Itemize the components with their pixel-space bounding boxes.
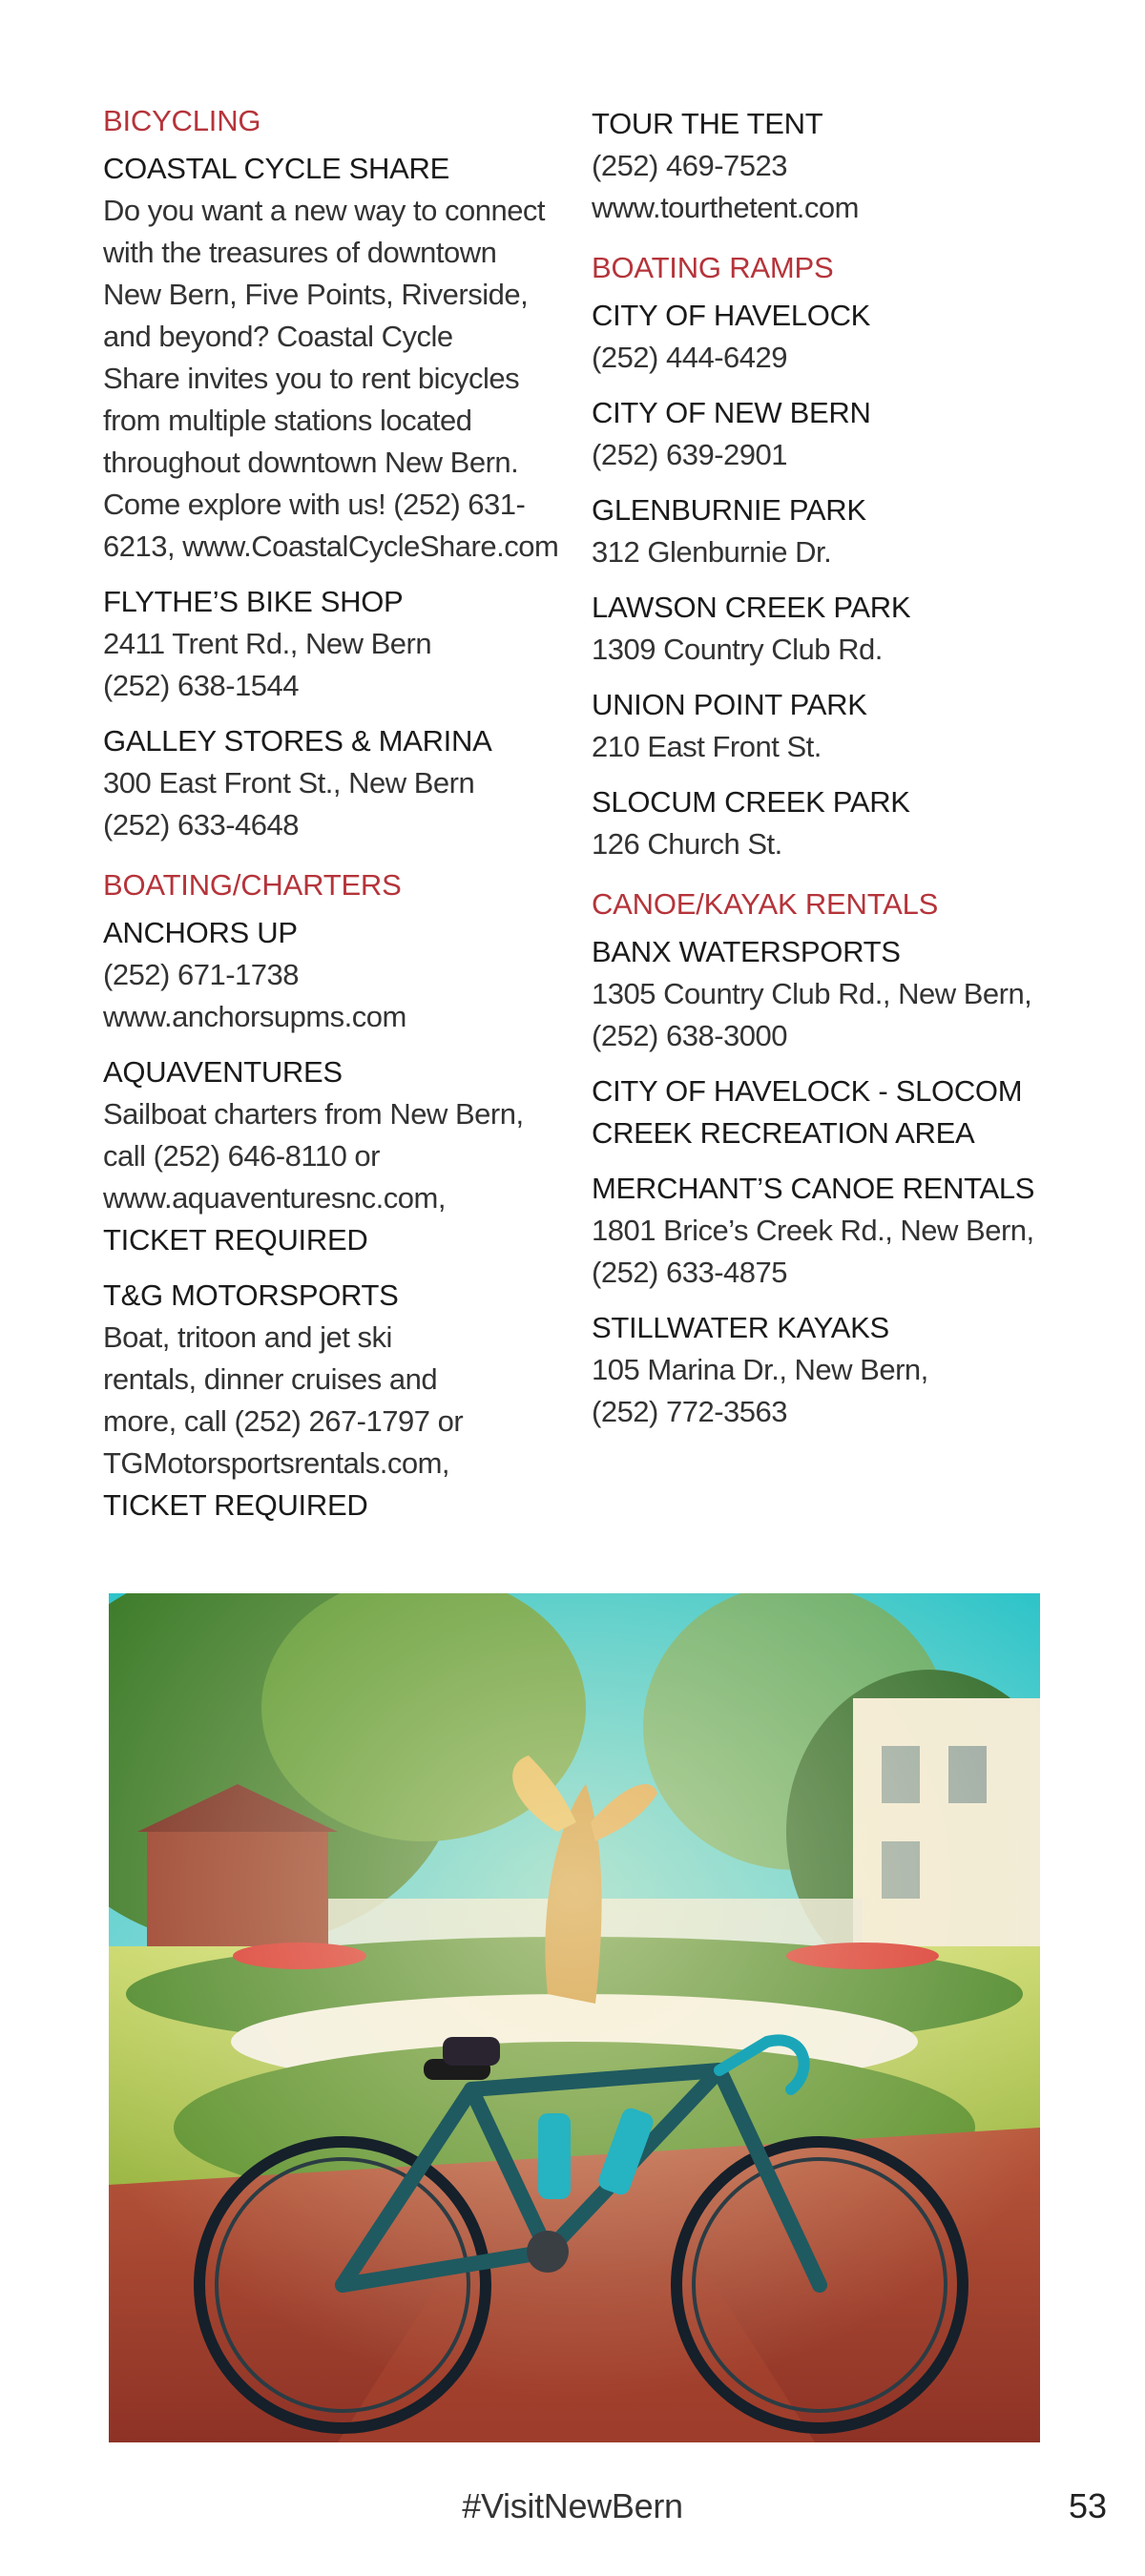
- listing-line: throughout downtown New Bern.: [103, 446, 519, 480]
- listing-line: Boat, tritoon and jet ski: [103, 1320, 392, 1355]
- listing-address: 210 East Front St.: [592, 730, 822, 764]
- listing-name: BANX WATERSPORTS: [592, 935, 901, 969]
- listing-line: Come explore with us! (252) 631-: [103, 488, 526, 522]
- listing-havelock-slocom: [592, 1070, 1088, 1154]
- listing-name: CITY OF HAVELOCK - SLOCOM: [592, 1074, 1023, 1109]
- listing-address: 1309 Country Club Rd.: [592, 633, 883, 667]
- listing-phone: (252) 772-3563: [592, 1395, 787, 1429]
- section-heading-charters: BOATING/CHARTERS: [103, 868, 402, 903]
- listing-name: TOUR THE TENT: [592, 107, 823, 140]
- listing-line: and beyond? Coastal Cycle: [103, 320, 453, 354]
- listing-line: 6213, www.CoastalCycleShare.com: [103, 530, 559, 564]
- listing-name: GALLEY STORES & MARINA: [103, 724, 492, 758]
- listing-phone: (252) 638-1544: [103, 669, 299, 703]
- section-heading-bicycling: BICYCLING: [103, 104, 261, 137]
- listing-line: www.aquaventuresnc.com,: [103, 1181, 446, 1215]
- listing-line: Sailboat charters from New Bern,: [103, 1097, 524, 1132]
- listing-phone: (252) 638-3000: [592, 1019, 787, 1053]
- listing-name: ANCHORS UP: [103, 916, 298, 950]
- section-heading-boating-ramps: BOATING RAMPS: [592, 251, 834, 284]
- listing-stillwater-kayaks: [592, 1307, 1088, 1433]
- listing-name: GLENBURNIE PARK: [592, 493, 866, 528]
- listing-slocum-creek-park: [592, 781, 1088, 865]
- listing-phone: (252) 639-2901: [592, 438, 787, 472]
- listing-line: New Bern, Five Points, Riverside,: [103, 278, 529, 312]
- listing-phone: (252) 633-4648: [103, 808, 299, 842]
- listing-address: 105 Marina Dr., New Bern,: [592, 1353, 928, 1387]
- listing-galley-stores: [103, 720, 561, 846]
- listing-address: 2411 Trent Rd., New Bern: [103, 627, 432, 661]
- listing-coastal-cycle-share: [103, 148, 561, 568]
- listing-name-continued: CREEK RECREATION AREA: [592, 1116, 975, 1151]
- ticket-required-note: TICKET REQUIRED: [103, 1223, 368, 1257]
- listing-name: SLOCUM CREEK PARK: [592, 785, 910, 820]
- listing-aquaventures: [103, 1051, 561, 1261]
- listing-name: T&G MOTORSPORTS: [103, 1278, 399, 1313]
- section-heading-canoe-kayak: CANOE/KAYAK RENTALS: [592, 887, 939, 922]
- listing-anchors-up: [103, 912, 561, 1038]
- listing-name: STILLWATER KAYAKS: [592, 1311, 889, 1345]
- page-number: 53: [1068, 2486, 1107, 2525]
- listing-city-of-havelock: [592, 295, 1088, 379]
- listing-address: 300 East Front St., New Bern: [103, 766, 475, 800]
- listing-line: call (252) 646-8110 or: [103, 1139, 380, 1174]
- listing-lawson-creek-park: [592, 587, 1088, 671]
- listing-line: with the treasures of downtown: [103, 236, 497, 270]
- listing-address: 1801 Brice’s Creek Rd., New Bern,: [592, 1214, 1034, 1248]
- listing-tg-motorsports: [103, 1275, 561, 1527]
- listing-phone: (252) 633-4875: [592, 1256, 787, 1290]
- listing-line: Share invites you to rent bicycles: [103, 362, 520, 396]
- listing-flythes-bike-shop: [103, 581, 561, 707]
- listing-phone: (252) 671-1738: [103, 958, 299, 992]
- garden-bicycle-photo: [109, 1593, 1040, 2442]
- listing-name: COASTAL CYCLE SHARE: [103, 152, 449, 186]
- ticket-required-note: TICKET REQUIRED: [103, 1488, 368, 1523]
- right-column: [592, 103, 1088, 1446]
- listing-name: LAWSON CREEK PARK: [592, 591, 911, 625]
- listing-name: CITY OF NEW BERN: [592, 396, 871, 430]
- footer-hashtag: #VisitNewBern: [462, 2486, 683, 2525]
- listing-name: MERCHANT’S CANOE RENTALS: [592, 1172, 1035, 1206]
- listing-phone: (252) 444-6429: [592, 341, 787, 375]
- listing-address: 126 Church St.: [592, 827, 782, 862]
- listing-line: more, call (252) 267-1797 or: [103, 1404, 464, 1439]
- listing-website: www.anchorsupms.com: [103, 1000, 406, 1034]
- listing-tour-the-tent: [592, 103, 1088, 229]
- listing-name: FLYTHE’S BIKE SHOP: [103, 585, 404, 619]
- listing-phone: (252) 469-7523: [592, 149, 787, 182]
- listing-line: Do you want a new way to connect: [103, 194, 546, 228]
- listing-line: from multiple stations located: [103, 404, 472, 438]
- listing-merchants-canoe: [592, 1168, 1088, 1294]
- listing-banx-watersports: [592, 931, 1088, 1057]
- listing-name: AQUAVENTURES: [103, 1055, 343, 1090]
- listing-name: CITY OF HAVELOCK: [592, 299, 871, 333]
- listing-name: UNION POINT PARK: [592, 688, 867, 722]
- listing-city-of-new-bern: [592, 392, 1088, 476]
- listing-website: www.tourthetent.com: [592, 191, 859, 224]
- listing-glenburnie-park: [592, 489, 1088, 573]
- listing-address: 312 Glenburnie Dr.: [592, 535, 832, 570]
- listing-union-point-park: [592, 684, 1088, 768]
- left-column: [103, 103, 561, 1540]
- listing-address: 1305 Country Club Rd., New Bern,: [592, 977, 1032, 1011]
- listing-line: TGMotorsportsrentals.com,: [103, 1446, 450, 1481]
- listing-line: rentals, dinner cruises and: [103, 1362, 438, 1397]
